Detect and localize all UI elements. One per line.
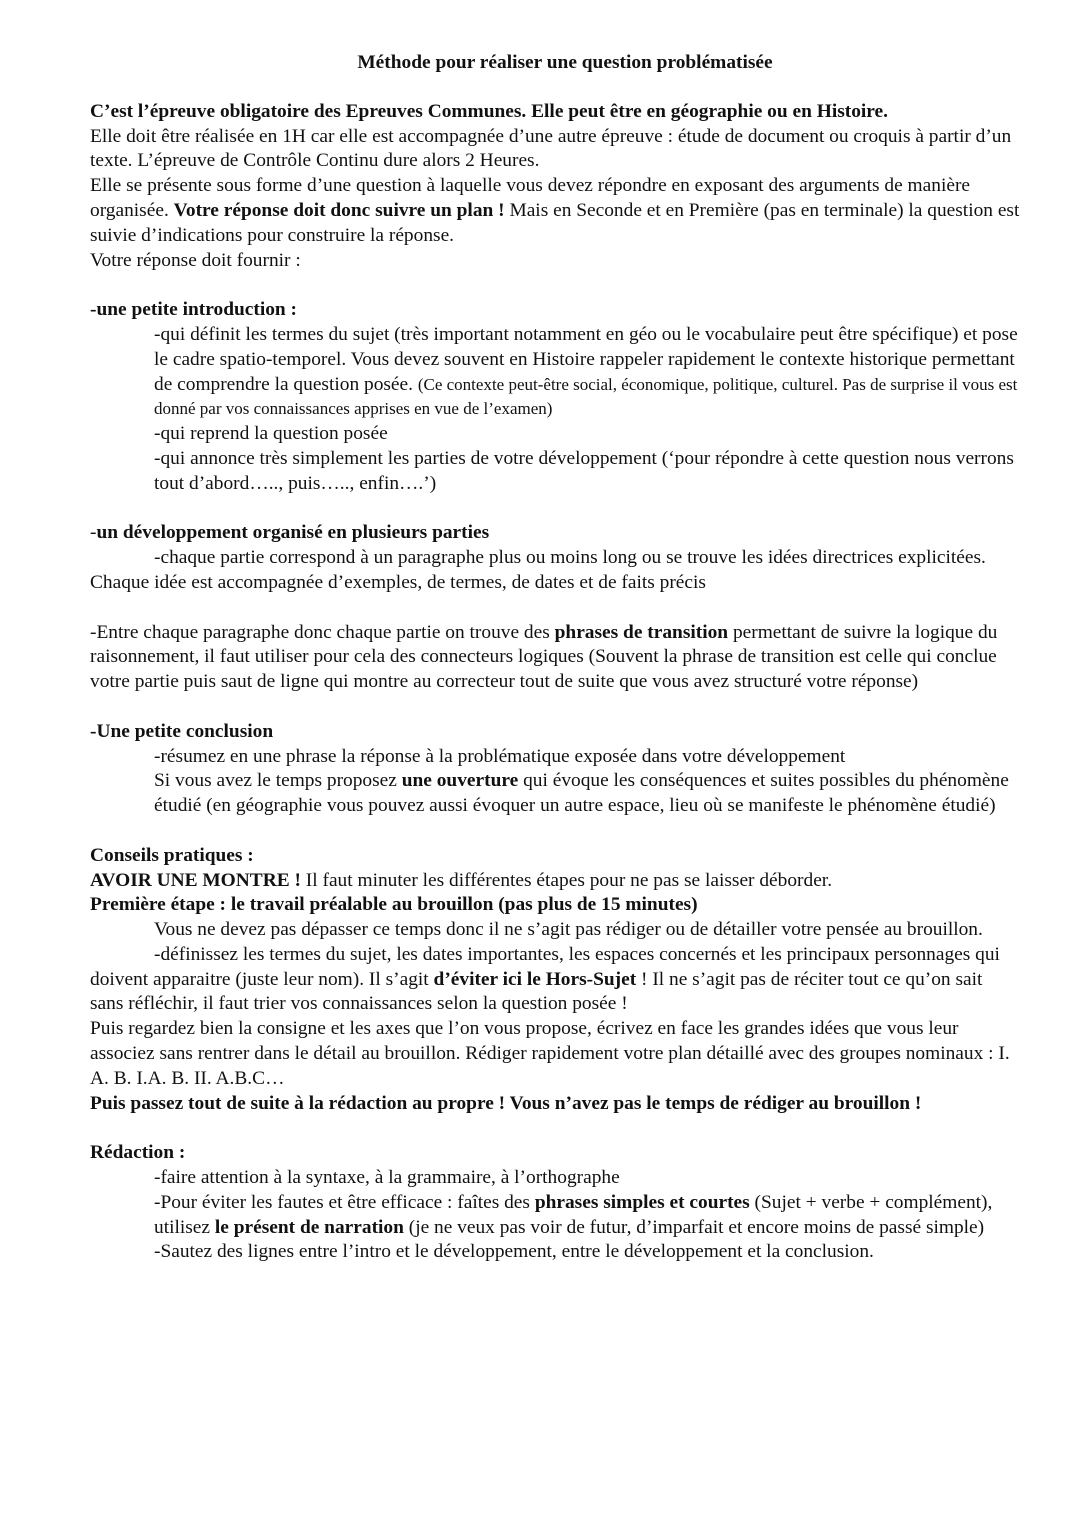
spacer (90, 596, 1020, 621)
development-heading (90, 521, 1020, 546)
writing-item-2-c: (Sujet + verbe + complément), utilisez (154, 1191, 993, 1238)
spacer (90, 273, 1020, 298)
intro-p2-text: Elle se présente sous forme d’une question à laquelle vous devez répondre en exposant des arguments de manière organisée. (90, 175, 971, 221)
step1-final-line: Puis passez tout de suite à la rédaction au propre ! Vous n’avez pas le temps de rédiger au brouillon ! (90, 1092, 922, 1114)
conclusion-heading: -Une petite conclusion (90, 720, 274, 742)
development-paragraph-2 (90, 621, 1020, 695)
development-paragraph-1: -chaque partie correspond à un paragraphe plus ou moins long ou se trouve les idées directrices explicitées. Chaque idée est accompagnée d’exemples, de termes, de dates et de faits précis (90, 547, 986, 593)
conclusion-item-2-emphasis: une ouverture (401, 770, 519, 792)
step1-paragraph-3: Puis regardez bien la consigne et les axes que l’on vous propose, écrivez en face les grandes idées que vous leur associez sans rentrer dans le détail au brouillon. Rédiger rapidement votre plan détaillé avec des groupes nominaux : I. A. B. I.A. B. II. A.B.C… (90, 1018, 1010, 1089)
intro-bold-line: C’est l’épreuve obligatoire des Epreuves Communes. Elle peut être en géographie ou en Histoire. (90, 100, 888, 122)
writing-item-2-emphasis-2: le présent de narration (214, 1216, 404, 1238)
spacer (90, 497, 1020, 522)
tips-watch-line (90, 869, 1020, 894)
introduction-item-1-text: -qui définit les termes du sujet (très important notamment en géo ou le vocabulaire peut être spécifique) et pose le cadre spatio-temporel. Vous devez souvent en Histoire rappeler rapidement le contexte historique permettant de comprendre la question posée. (154, 323, 1018, 395)
step1-p2-emphasis: d’éviter ici le Hors-Sujet (433, 968, 637, 990)
writing-item-2 (154, 1191, 1020, 1241)
introduction-item-2: -qui reprend la question posée (154, 423, 388, 445)
writing-item-1: -faire attention à la syntaxe, à la grammaire, à l’orthographe (154, 1167, 620, 1189)
conclusion-item-2-rest: qui évoque les conséquences et suites possibles du phénomène étudié (en géographie vous pouvez aussi évoquer un autre espace, lieu où se manifeste le phénomène étudié) (154, 770, 1009, 817)
conclusion-item-2 (154, 769, 1020, 819)
step1-p2-text: -définissez les termes du sujet, les dates importantes, les espaces concernés et les principaux personnages qui doivent apparaitre (juste leur nom). Il s’agit (90, 943, 1000, 990)
writing-item-2-e: (je ne veux pas voir de futur, d’imparfait et encore moins de passé simple) (403, 1216, 985, 1238)
step1-paragraph-1: Vous ne devez pas dépasser ce temps donc il ne s’agit pas rédiger ou de détailler votre pensée au brouillon. (154, 919, 983, 941)
document-title: Méthode pour réaliser une question problématisée (357, 52, 773, 73)
writing-list (90, 1166, 1020, 1265)
step1-heading: Première étape : le travail préalable au brouillon (pas plus de 15 minutes) (90, 894, 698, 916)
development-heading-dash: - (90, 522, 97, 544)
introduction-heading: -une petite introduction : (90, 299, 298, 321)
introduction-item-1 (154, 323, 1020, 422)
conclusion-list (90, 745, 1020, 819)
step1-p2-rest: ! Il ne s’agit pas de réciter tout ce qu’on sait sans réfléchir, il faut trier vos connaissances selon la question posée ! (90, 968, 983, 1015)
step1-paragraph-2 (90, 943, 1020, 1017)
writing-item-2-emphasis-1: phrases simples et courtes (534, 1191, 750, 1213)
intro-paragraph-2 (90, 174, 1020, 248)
conclusion-item-1: -résumez en une phrase la réponse à la problématique exposée dans votre développement (154, 745, 846, 767)
development-p2-emphasis: phrases de transition (554, 621, 729, 643)
spacer (90, 1116, 1020, 1141)
development-p2-rest: permettant de suivre la logique du raisonnement, il faut utiliser pour cela des connecteurs logiques (Souvent la phrase de transition est celle qui conclue votre partie puis saut de ligne qui montre au correcteur tout de suite que vous avez structuré votre réponse) (90, 621, 998, 693)
conclusion-item-2-text: Si vous avez le temps proposez (154, 770, 402, 792)
spacer (90, 695, 1020, 720)
writing-heading: Rédaction : (90, 1142, 186, 1164)
intro-p2-emphasis: Votre réponse doit donc suivre un plan ! (173, 199, 505, 221)
development-heading-text: un développement organisé en plusieurs parties (96, 522, 490, 544)
development-p2-text: -Entre chaque paragraphe donc chaque partie on trouve des (90, 621, 555, 643)
introduction-item-1-note: (Ce contexte peut-être social, économique, politique, culturel. Pas de surprise il vous est donné par vos connaissances apprises en vue de l’examen) (154, 374, 1018, 419)
writing-item-2-a: -Pour éviter les fautes et être efficace : faîtes des (154, 1191, 535, 1213)
tips-watch-emphasis: AVOIR UNE MONTRE ! (90, 869, 301, 891)
writing-item-3: -Sautez des lignes entre l’intro et le développement, entre le développement et la conclusion. (154, 1241, 874, 1263)
tips-watch-text: Il faut minuter les différentes étapes pour ne pas se laisser déborder. (300, 869, 833, 891)
intro-p2-rest: Mais en Seconde et en Première (pas en terminale) la question est suivie d’indications pour construire la réponse. (90, 199, 1020, 246)
intro-paragraph-3: Votre réponse doit fournir : (90, 249, 301, 271)
tips-heading: Conseils pratiques : (90, 844, 254, 866)
spacer (90, 819, 1020, 844)
introduction-list (90, 323, 1020, 497)
introduction-item-3: -qui annonce très simplement les parties de votre développement (‘pour répondre à cette question nous verrons tout d’abord….., puis….., enfin….’) (154, 447, 1014, 494)
intro-paragraph-1: Elle doit être réalisée en 1H car elle est accompagnée d’une autre épreuve : étude de document ou croquis à partir d’un texte. L’épreuve de Contrôle Continu dure alors 2 Heures. (90, 125, 1012, 172)
document-page (90, 51, 1020, 1265)
